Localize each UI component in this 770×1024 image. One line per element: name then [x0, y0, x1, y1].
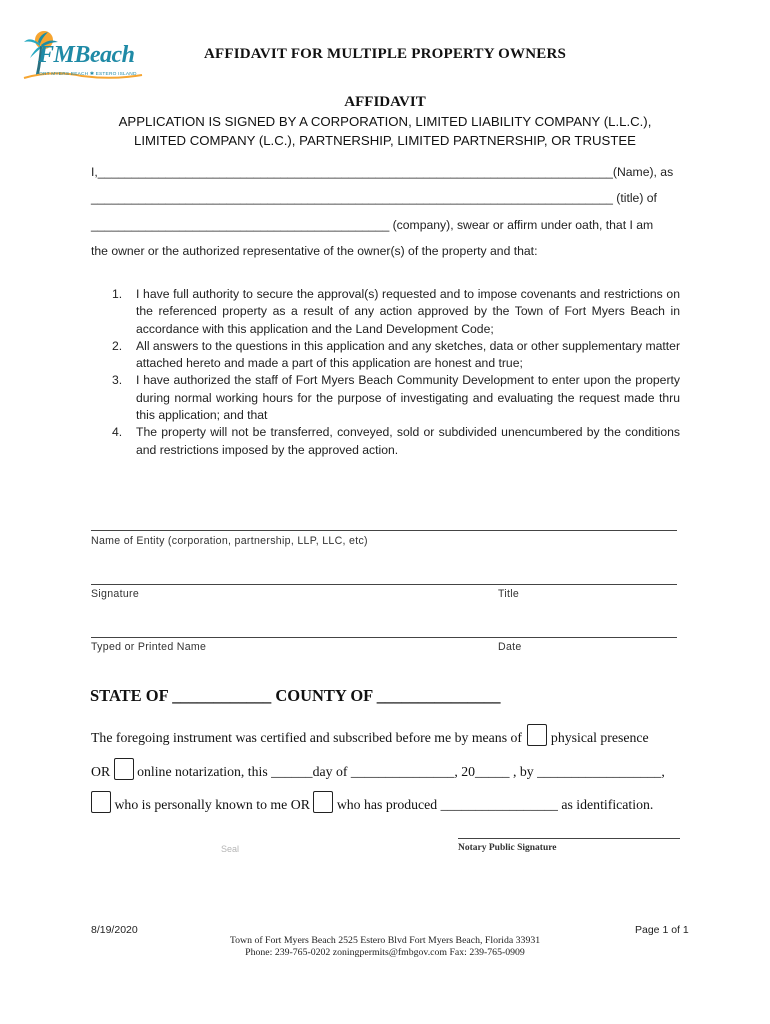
online-notarization-checkbox[interactable] — [114, 758, 134, 780]
list-item-text: The property will not be transferred, conveyed, sold or subdivided unencumbered by the conditions and restrictions imposed by the approved action. — [136, 425, 680, 457]
list-item-number: 3. — [112, 373, 123, 388]
logo-tagline: FORT MYERS BEACH ✱ ESTERO ISLAND — [36, 72, 137, 77]
logo-wordmark: FMBeach — [38, 42, 135, 68]
physical-presence-label: physical presence — [550, 730, 649, 745]
entity-name-label: Name of Entity (corporation, partnership, LLP, LLC, etc) — [91, 535, 368, 547]
list-item — [108, 286, 680, 338]
affidavit-subheading: APPLICATION IS SIGNED BY A CORPORATION, LIMITED LIABILITY COMPANY (L.L.C.), LIMITED COMPANY (L.C.), PARTNERSHIP, LIMITED PARTNERSHIP, OR TRUSTEE — [118, 114, 652, 148]
list-item-text: I have full authority to secure the approval(s) requested and to impose covenants and restrictions on the referenced property as a result of any action approved by the Town of Fort Myers Beach in accordance with this application and the Land Development Code; — [136, 287, 680, 336]
list-item — [108, 424, 680, 459]
intro-owner-line: the owner or the authorized representative of the owner(s) of the property and that: — [91, 244, 538, 258]
or-label: OR — [91, 764, 111, 779]
intro-name-line: I,____________________________________________________________________________(Name), as — [91, 165, 674, 179]
list-item-number: 2. — [112, 338, 123, 353]
personally-known-checkbox[interactable] — [91, 791, 111, 813]
produced-id-checkbox[interactable] — [313, 791, 333, 813]
seal-label: Seal — [221, 844, 240, 854]
conditions-list — [108, 286, 680, 459]
list-item — [108, 338, 680, 373]
list-item-number: 4. — [112, 425, 123, 440]
signature-title-field[interactable] — [91, 584, 677, 585]
physical-presence-checkbox[interactable] — [527, 724, 547, 746]
intro-company-line: ____________________________________________ (company), swear or affirm under oath, that I am — [91, 218, 654, 232]
notary-signature-field[interactable] — [458, 838, 680, 839]
entity-name-field[interactable] — [91, 530, 677, 531]
produced-id-label: who has produced _________________ as identification. — [336, 797, 654, 812]
document-title: AFFIDAVIT FOR MULTIPLE PROPERTY OWNERS — [203, 46, 567, 62]
notary-method-text: The foregoing instrument was certified and subscribed before me by means of — [91, 730, 523, 745]
affidavit-heading: AFFIDAVIT — [344, 94, 426, 110]
list-item — [108, 372, 680, 424]
online-notarization-line — [91, 758, 665, 780]
list-item-text: I have authorized the staff of Fort Myers Beach Community Development to enter upon the property during normal working hours for the purpose of investigating and evaluating the request made thru this application; and that — [136, 373, 680, 423]
footer-address: Town of Fort Myers Beach 2525 Estero Blvd Fort Myers Beach, Florida 33931 — [229, 935, 541, 946]
intro-title-line: _____________________________________________________________________________ (title) of — [91, 191, 657, 205]
online-notarization-text: online notarization, this ______day of _______________, 20_____ , by __________________, — [137, 764, 665, 779]
notary-method-line — [91, 724, 649, 746]
title-label: Title — [498, 588, 520, 600]
printed-name-label: Typed or Printed Name — [91, 641, 207, 653]
list-item-text: All answers to the questions in this application and any sketches, data or other supplementary matter attached hereto and made a part of this application are honest and true; — [136, 338, 680, 371]
personally-known-label: who is personally known to me OR — [114, 797, 310, 812]
identification-line — [91, 791, 653, 813]
footer-date: 8/19/2020 — [91, 924, 138, 936]
notary-signature-label: Notary Public Signature — [458, 843, 557, 853]
footer-contact: Phone: 239-765-0202 zoningpermits@fmbgov.com Fax: 239-765-0909 — [245, 947, 525, 958]
date-label: Date — [498, 641, 522, 653]
printed-name-date-field[interactable] — [91, 637, 677, 638]
list-item-number: 1. — [112, 287, 123, 301]
signature-label: Signature — [91, 588, 140, 600]
state-county-line: STATE OF ____________ COUNTY OF _______________ — [90, 686, 501, 705]
page-number: Page 1 of 1 — [635, 924, 689, 936]
